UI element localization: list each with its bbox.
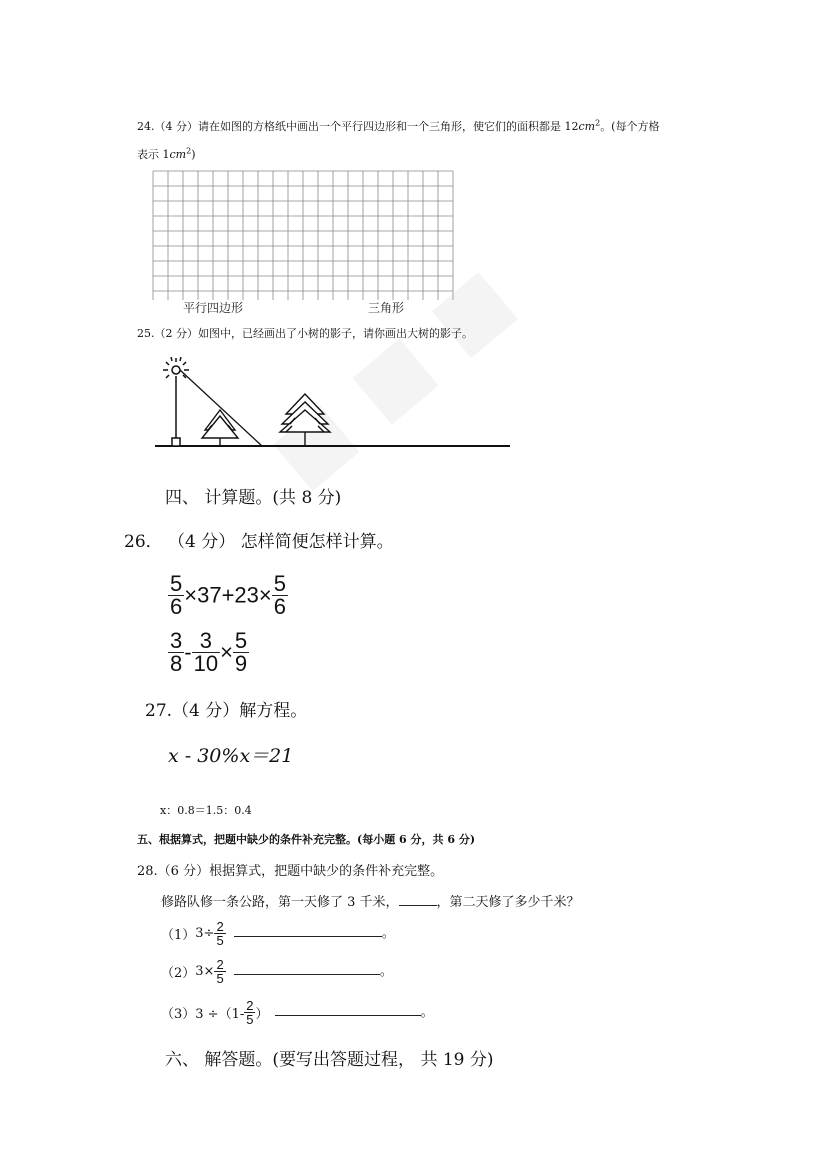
q28-header: 28.（6 分）根据算式，把题中缺少的条件补充完整。 bbox=[137, 864, 444, 879]
q28-item1-end: 。 bbox=[381, 926, 395, 941]
q28-item1-frac bbox=[214, 920, 225, 947]
q26-e2-frac2 bbox=[192, 630, 220, 675]
q25-text: 如图中，已经画出了小树的影子，请你画出大树的影子。 bbox=[198, 327, 473, 340]
q26-e1-f2-den: 6 bbox=[273, 594, 286, 619]
q26-e2-f1-den: 8 bbox=[170, 651, 183, 676]
q24-line2-sup: 2 bbox=[186, 146, 192, 156]
q26-e2-f3-den: 9 bbox=[234, 651, 248, 676]
q24-score: （4 分） bbox=[154, 120, 198, 133]
q28-item1-den: 5 bbox=[216, 933, 224, 948]
q28-item2-end: 。 bbox=[379, 964, 393, 979]
q28-item2-num: 2 bbox=[216, 957, 224, 972]
q25-number: 25. bbox=[137, 327, 155, 340]
q26-e2-f2-num: 3 bbox=[199, 628, 212, 653]
q26-e2-f2-den: 10 bbox=[193, 651, 219, 676]
q24-tail: 。(每个方格 bbox=[600, 120, 660, 133]
q28-item1-num: 2 bbox=[216, 919, 224, 934]
q26-e1-frac1 bbox=[168, 573, 184, 618]
q28-item3-frac bbox=[244, 999, 255, 1026]
q28-problem bbox=[161, 891, 580, 910]
q26-e2-frac3 bbox=[233, 630, 249, 675]
q26-e2-f1-num: 3 bbox=[170, 628, 183, 653]
q24-sup: 2 bbox=[595, 118, 601, 128]
q28-item1-expr: 3÷ bbox=[195, 926, 215, 941]
q28-item3-close: ） bbox=[255, 1007, 269, 1022]
q25-line bbox=[137, 325, 473, 341]
q26-e2-frac1 bbox=[168, 630, 184, 675]
section6-title: 六、 解答题。(要写出答题过程， 共 19 分) bbox=[165, 1050, 494, 1070]
q28-item2-frac bbox=[214, 958, 225, 985]
q27-equation-1: x - 30%x＝21 bbox=[168, 745, 294, 767]
q28-problem-b: ，第二天修了多少千米？ bbox=[436, 895, 580, 910]
q26-e2-f3-num: 5 bbox=[234, 628, 248, 653]
q28-item2-answer-blank[interactable] bbox=[234, 974, 380, 975]
q25-score: （2 分） bbox=[154, 327, 198, 340]
q26-expression-2 bbox=[168, 630, 249, 675]
q28-item2-den: 5 bbox=[216, 971, 224, 986]
q28-item-3 bbox=[161, 999, 434, 1026]
q28-problem-a: 修路队修一条公路，第一天修了 3 千米， bbox=[161, 895, 399, 910]
q28-item3-den: 5 bbox=[246, 1012, 254, 1027]
q26-e2-op2: × bbox=[220, 639, 233, 665]
q26-e1-frac2 bbox=[272, 573, 288, 618]
q24-line2-a: 表示 1 bbox=[137, 148, 170, 161]
q24-line2-tail: ) bbox=[191, 148, 196, 161]
q27-header: 27.（4 分）解方程。 bbox=[145, 701, 308, 721]
q26-e1-f1-den: 6 bbox=[170, 594, 183, 619]
q28-item3-answer-blank[interactable] bbox=[275, 1015, 421, 1016]
q28-item1-label: （1） bbox=[161, 928, 196, 943]
small-tree-icon bbox=[202, 410, 238, 446]
q26-e1-mid: ×37+23× bbox=[184, 582, 272, 608]
section4-title: 四、 计算题。(共 8 分) bbox=[165, 488, 342, 508]
q28-item-1 bbox=[161, 920, 395, 947]
grid-paper bbox=[152, 170, 457, 300]
section5-title: 五、根据算式，把题中缺少的条件补充完整。(每小题 6 分，共 6 分) bbox=[137, 833, 476, 846]
q24-line1 bbox=[137, 118, 659, 134]
q24-text: 请在如图的方格纸中画出一个平行四边形和一个三角形，使它们的面积都是 12 bbox=[198, 120, 579, 133]
q26-header: 26． （4 分） 怎样简便怎样计算。 bbox=[124, 532, 394, 552]
q28-item2-label: （2） bbox=[161, 966, 196, 981]
q28-item3-end: 。 bbox=[420, 1005, 434, 1020]
q26-e1-f1-num: 5 bbox=[170, 571, 183, 596]
q24-line2 bbox=[137, 146, 195, 162]
q26-e2-op1: - bbox=[184, 639, 192, 665]
q26-e1-f2-num: 5 bbox=[273, 571, 286, 596]
q28-problem-blank[interactable] bbox=[399, 905, 437, 906]
q26-expression-1 bbox=[168, 573, 288, 618]
label-parallelogram: 平行四边形 bbox=[183, 301, 244, 315]
big-tree-icon bbox=[280, 394, 330, 446]
q28-item-2 bbox=[161, 958, 393, 985]
lamp-icon bbox=[163, 357, 189, 446]
q28-item3-label: （3） bbox=[161, 1007, 196, 1022]
q28-item3-num: 2 bbox=[246, 998, 254, 1013]
q24-number: 24. bbox=[137, 120, 155, 133]
q28-item3-expr: 3 ÷（1- bbox=[195, 1007, 245, 1022]
q28-item2-expr: 3× bbox=[195, 964, 215, 979]
q28-item1-answer-blank[interactable] bbox=[234, 936, 382, 937]
q24-line2-unit: cm bbox=[169, 148, 187, 161]
label-triangle: 三角形 bbox=[368, 301, 405, 315]
tree-shadow-figure bbox=[150, 350, 515, 455]
q24-unit: cm bbox=[578, 120, 596, 133]
q27-equation-2: x：0.8＝1.5：0.4 bbox=[160, 804, 252, 817]
